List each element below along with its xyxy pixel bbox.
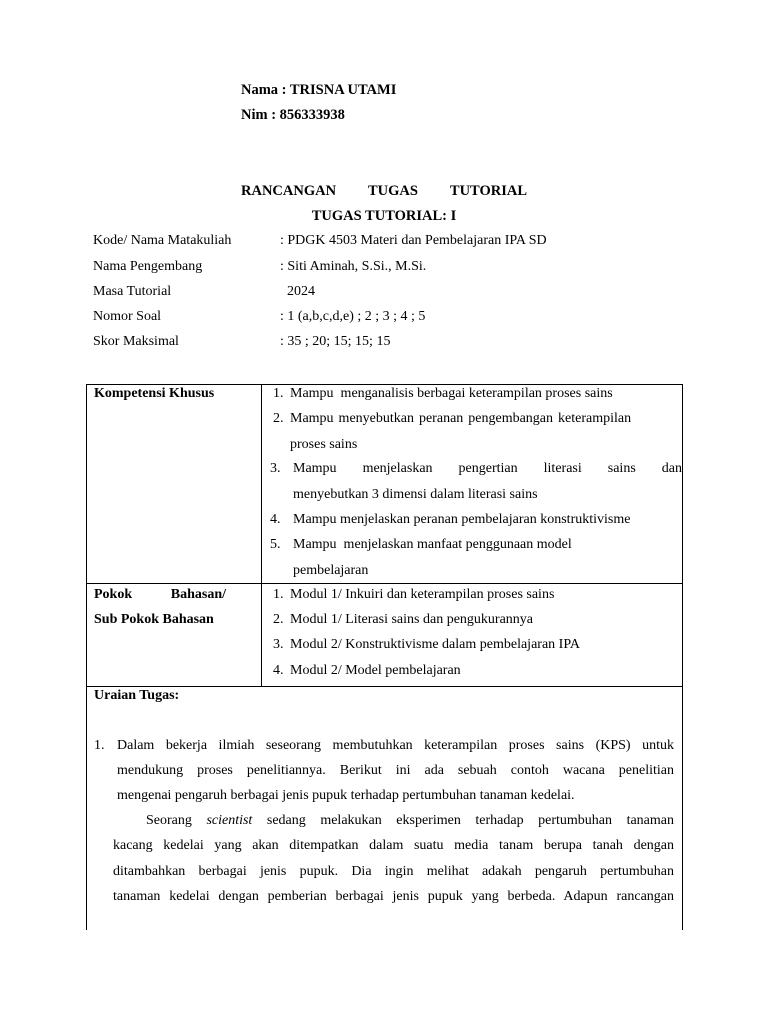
list-text: Modul 2/ Model pembelajaran xyxy=(290,663,461,678)
student-name: Nama : TRISNA UTAMI xyxy=(241,82,397,98)
question-text-line: mengenai pengaruh berbagai jenis pupuk terhadap pertumbuhan tanaman kedelai. xyxy=(117,788,575,803)
paragraph-line: ditambahkan berbagai jenis pupuk. Dia ingin melihat adakah pengaruh pertumbuhan xyxy=(113,864,674,879)
student-nim: Nim : 856333938 xyxy=(241,107,345,123)
info-value: 2024 xyxy=(280,284,315,299)
list-number: 1. xyxy=(273,587,284,602)
list-number: 5. xyxy=(270,537,281,552)
info-label: Skor Maksimal xyxy=(93,334,179,349)
list-number: 4. xyxy=(270,512,281,527)
list-text: pembelajaran xyxy=(293,563,369,578)
info-label: Nama Pengembang xyxy=(93,259,203,274)
paragraph-text: Seorang xyxy=(146,813,207,828)
document-subtitle: TUGAS TUTORIAL: I xyxy=(311,208,457,224)
list-item-continuation xyxy=(293,563,368,579)
paragraph-line: tanaman kedelai dengan pemberian berbagai jenis pupuk yang berbeda. Adapun rancangan xyxy=(113,889,674,904)
question-text-line: mendukung proses penelitiannya. Berikut ini ada sebuah contoh wacana penelitian xyxy=(117,763,674,778)
info-value: : Siti Aminah, S.Si., M.Si. xyxy=(280,259,427,274)
pokok-label-word: Pokok xyxy=(94,587,133,602)
list-text: Mampu menjelaskan pengertian literasi sains dan xyxy=(293,461,682,476)
list-number: 3. xyxy=(270,461,281,476)
title-word: RANCANGAN xyxy=(241,183,337,199)
list-text: proses sains xyxy=(290,437,358,452)
list-item-continuation xyxy=(290,437,357,453)
info-value: : 35 ; 20; 15; 15; 15 xyxy=(280,334,391,349)
list-text: Modul 1/ Literasi sains dan pengukurannya xyxy=(290,612,534,627)
info-value: : 1 (a,b,c,d,e) ; 2 ; 3 ; 4 ; 5 xyxy=(280,309,426,324)
list-text: Modul 1/ Inkuiri dan keterampilan proses sains xyxy=(290,587,555,602)
list-number: 1. xyxy=(273,386,284,401)
paragraph-text: sedang melakukan eksperimen terhadap pertumbuhan tanaman xyxy=(252,813,674,828)
list-item-continuation xyxy=(293,487,538,503)
list-number: 4. xyxy=(273,663,284,678)
pokok-label-line2: Sub Pokok Bahasan xyxy=(94,612,214,627)
table-border-right xyxy=(682,384,683,930)
list-text: Mampu menjelaskan manfaat penggunaan model xyxy=(293,537,572,552)
list-number: 2. xyxy=(273,612,284,627)
table-border-top xyxy=(86,384,683,385)
list-text: Mampu menjelaskan peranan pembelajaran konstruktivisme xyxy=(293,512,631,527)
kompetensi-label: Kompetensi Khusus xyxy=(94,386,215,401)
table-border-row2 xyxy=(86,686,683,687)
table-border-row1 xyxy=(86,583,683,584)
document-title xyxy=(241,183,527,200)
title-word: TUTORIAL xyxy=(449,183,527,199)
paragraph-first-line xyxy=(146,813,674,829)
list-text: menyebutkan 3 dimensi dalam literasi sains xyxy=(293,487,538,502)
list-number: 3. xyxy=(273,637,284,652)
paragraph-line: kacang kedelai yang akan ditempatkan dalam suatu media tanam berupa tanah dengan xyxy=(113,838,674,853)
table-border-mid xyxy=(261,384,262,686)
pokok-label-line1 xyxy=(94,587,226,603)
question-text-line: Dalam bekerja ilmiah seseorang membutuhkan keterampilan proses sains (KPS) untuk xyxy=(117,738,674,753)
list-number: 1. xyxy=(94,738,105,753)
table-border-left xyxy=(86,384,87,930)
title-word: TUGAS xyxy=(368,183,418,199)
uraian-label: Uraian Tugas: xyxy=(94,688,180,703)
list-text: Mampu menyebutkan peranan pengembangan keterampilan xyxy=(290,411,632,426)
list-text: Modul 2/ Konstruktivisme dalam pembelajaran IPA xyxy=(290,637,580,652)
pokok-label-word: Bahasan/ xyxy=(170,587,226,602)
info-label: Masa Tutorial xyxy=(93,284,172,299)
info-label: Nomor Soal xyxy=(93,309,162,324)
paragraph-italic: scientist xyxy=(206,813,253,828)
question-number xyxy=(94,738,105,754)
list-number: 2. xyxy=(273,411,284,426)
info-label: Kode/ Nama Matakuliah xyxy=(93,233,232,248)
info-value: : PDGK 4503 Materi dan Pembelajaran IPA SD xyxy=(280,233,547,248)
list-text: Mampu menganalisis berbagai keterampilan proses sains xyxy=(290,386,613,401)
